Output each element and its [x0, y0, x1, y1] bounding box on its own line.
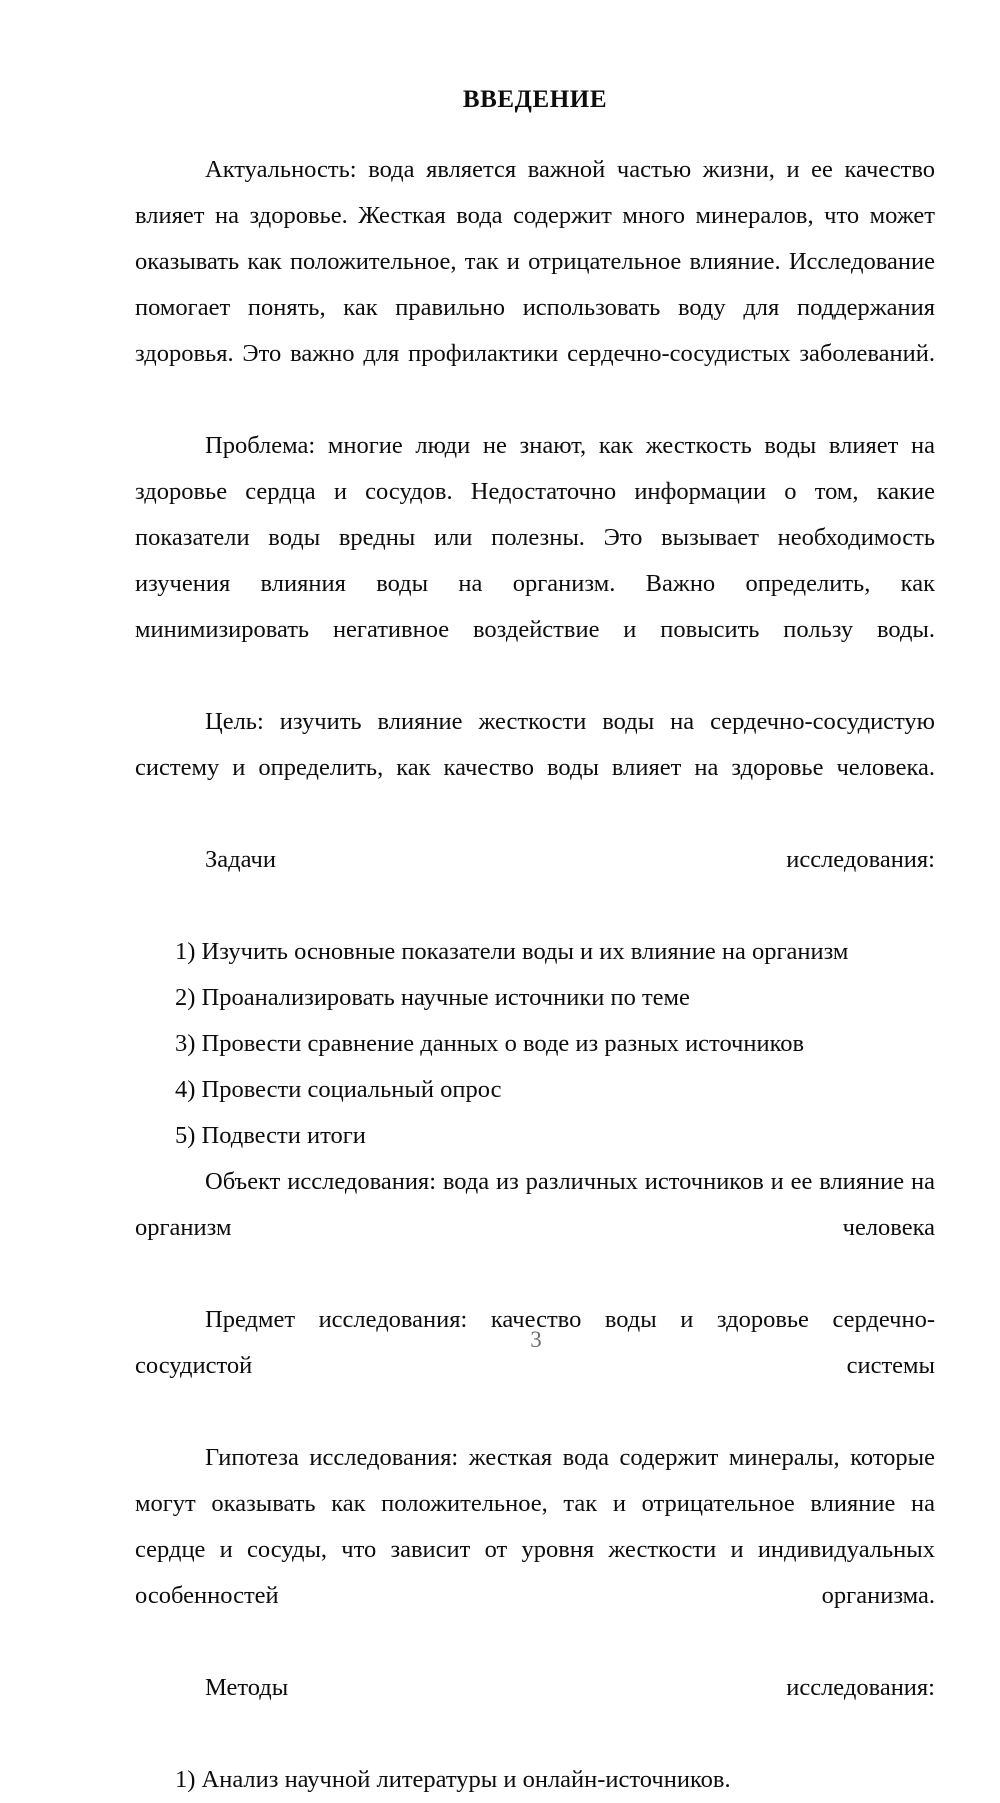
- list-item: 3) Провести сравнение данных о воде из разных источников: [175, 1029, 805, 1057]
- page-number-value: 3: [530, 1327, 542, 1352]
- list-item: 1) Изучить основные показатели воды и их влияние на организм: [175, 937, 849, 965]
- document-body: [135, 84, 935, 1803]
- paragraph-goal: Цель: изучить влияние жесткости воды на сердечно-сосудистую систему и определить, как качество воды влияет на здоровье человека.: [135, 707, 935, 781]
- paragraph-hypothesis: Гипотеза исследования: жесткая вода содержит минералы, которые могут оказывать как положительное, так и отрицательное влияние на сердце и сосуды, что зависит от уровня жесткости и индивидуальных особенностей организма.: [135, 1443, 935, 1609]
- paragraph-relevance: Актуальность: вода является важной частью жизни, и ее качество влияет на здоровье. Жесткая вода содержит много минералов, что может оказывать как положительное, так и отрицательное влияние. Исследование помогает понять, как правильно использовать воду для поддержания здоровья. Это важно для профилактики сердечно-сосудистых заболеваний.: [135, 155, 935, 367]
- list-item: 5) Подвести итоги: [175, 1121, 366, 1149]
- paragraph-subject: Предмет исследования: качество воды и здоровье сердечно-сосудистой системы: [135, 1305, 935, 1379]
- paragraph-problem: Проблема: многие люди не знают, как жесткость воды влияет на здоровье сердца и сосудов. Недостаточно информации о том, какие показатели воды вредны или полезны. Это вызывает необходимость изучения влияния воды на организм. Важно определить, как минимизировать негативное воздействие и повысить пользу воды.: [135, 431, 935, 643]
- list-item: 1) Анализ научной литературы и онлайн-источников.: [175, 1765, 731, 1793]
- heading-methods: Методы исследования:: [205, 1673, 935, 1701]
- paragraph-object: Объект исследования: вода из различных источников и ее влияние на организм человека: [135, 1167, 935, 1241]
- list-item: 4) Провести социальный опрос: [175, 1075, 502, 1103]
- page-number: [0, 1327, 1000, 1353]
- heading-tasks: Задачи исследования:: [205, 845, 935, 873]
- page-title: ВВЕДЕНИЕ: [462, 86, 608, 113]
- list-item: 2) Проанализировать научные источники по теме: [175, 983, 690, 1011]
